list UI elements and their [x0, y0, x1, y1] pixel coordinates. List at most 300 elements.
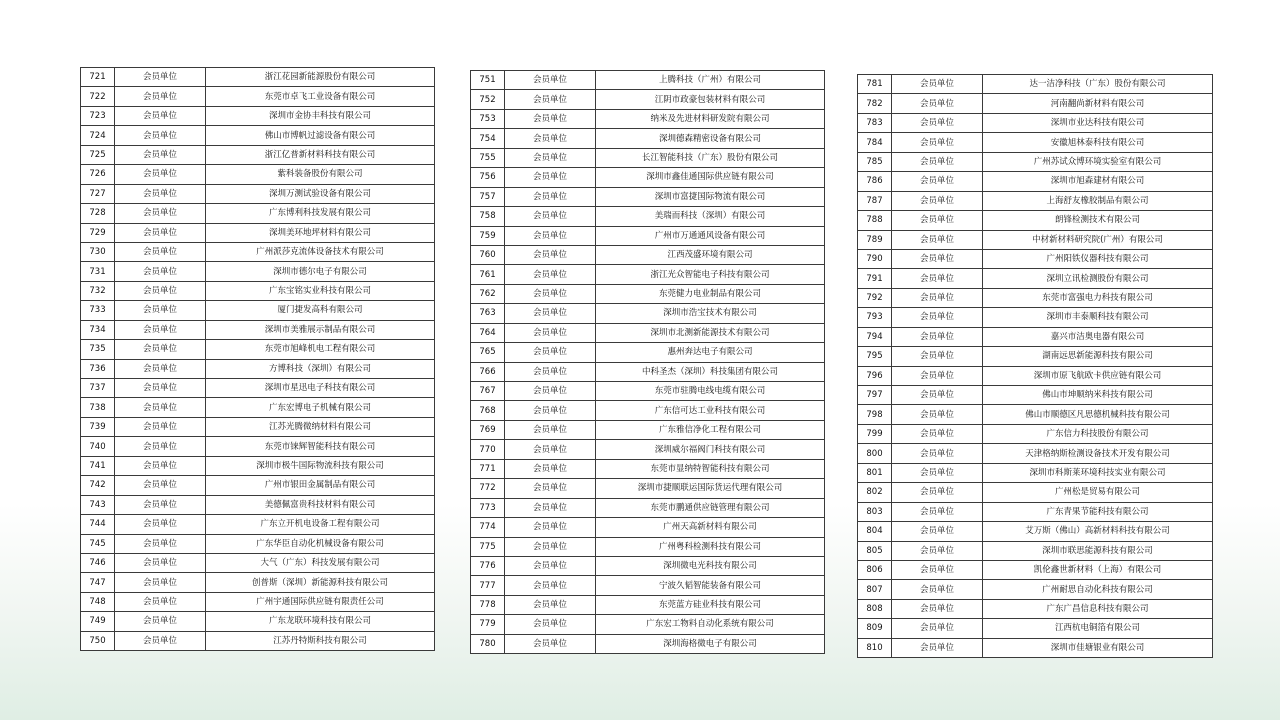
row-number: 797 — [858, 386, 892, 405]
row-number: 722 — [81, 87, 115, 106]
row-number: 767 — [471, 382, 505, 401]
company-name: 佛山市坤顺纳米科技有限公司 — [983, 386, 1213, 405]
member-type: 会员单位 — [892, 230, 983, 249]
member-type: 会员单位 — [505, 382, 596, 401]
table-row — [858, 327, 1213, 346]
table-row — [471, 207, 825, 226]
row-number: 727 — [81, 184, 115, 203]
company-name: 江苏丹特斯科技有限公司 — [206, 631, 435, 650]
company-name: 广东博利科技发展有限公司 — [206, 204, 435, 223]
row-number: 778 — [471, 595, 505, 614]
member-type: 会员单位 — [115, 281, 206, 300]
member-type: 会员单位 — [505, 187, 596, 206]
row-number: 803 — [858, 502, 892, 521]
row-number: 730 — [81, 242, 115, 261]
table-row — [81, 379, 435, 398]
member-type: 会员单位 — [115, 437, 206, 456]
member-type: 会员单位 — [892, 619, 983, 638]
company-name: 江阴市政豪包装材料有限公司 — [596, 90, 825, 109]
company-name: 安徽旭林泰科技有限公司 — [983, 133, 1213, 152]
company-name: 广东信可达工业科技有限公司 — [596, 401, 825, 420]
table-row — [471, 71, 825, 90]
member-type: 会员单位 — [892, 366, 983, 385]
member-type: 会员单位 — [115, 106, 206, 125]
row-number: 762 — [471, 284, 505, 303]
company-name: 广东华臣自动化机械设备有限公司 — [206, 534, 435, 553]
row-number: 745 — [81, 534, 115, 553]
company-name: 深圳市捷顺联运国际货运代理有限公司 — [596, 479, 825, 498]
company-name: 大气（广东）科技发展有限公司 — [206, 553, 435, 572]
row-number: 729 — [81, 223, 115, 242]
row-number: 791 — [858, 269, 892, 288]
company-name: 广东青果节能科技有限公司 — [983, 502, 1213, 521]
member-type: 会员单位 — [505, 245, 596, 264]
table-row — [81, 106, 435, 125]
member-type: 会员单位 — [115, 592, 206, 611]
company-name: 深圳市旭森建材有限公司 — [983, 172, 1213, 191]
member-type: 会员单位 — [115, 126, 206, 145]
table-row — [471, 440, 825, 459]
member-type: 会员单位 — [892, 269, 983, 288]
company-name: 东莞市富强电力科技有限公司 — [983, 288, 1213, 307]
company-name: 美瑞而科技（深圳）有限公司 — [596, 207, 825, 226]
row-number: 761 — [471, 265, 505, 284]
row-number: 806 — [858, 560, 892, 579]
company-name: 上腾科技（广州）有限公司 — [596, 71, 825, 90]
row-number: 746 — [81, 553, 115, 572]
row-number: 726 — [81, 165, 115, 184]
table-row — [858, 366, 1213, 385]
company-name: 深圳市丰泰顺科技有限公司 — [983, 308, 1213, 327]
table-row — [81, 204, 435, 223]
company-name: 东莞健力电业制品有限公司 — [596, 284, 825, 303]
member-type: 会员单位 — [505, 323, 596, 342]
company-name: 美德佩富贵科技材料有限公司 — [206, 495, 435, 514]
member-type: 会员单位 — [892, 327, 983, 346]
company-name: 东莞市卓飞工业设备有限公司 — [206, 87, 435, 106]
company-name: 深圳市北测新能源技术有限公司 — [596, 323, 825, 342]
company-name: 深圳市联思能源科技有限公司 — [983, 541, 1213, 560]
table-row — [81, 495, 435, 514]
member-type: 会员单位 — [115, 359, 206, 378]
member-type: 会员单位 — [505, 226, 596, 245]
table-row — [471, 226, 825, 245]
row-number: 749 — [81, 612, 115, 631]
row-number: 781 — [858, 75, 892, 94]
table-row — [858, 288, 1213, 307]
company-name: 深圳市原飞航欧卡供应链有限公司 — [983, 366, 1213, 385]
table-row — [858, 463, 1213, 482]
member-type: 会员单位 — [892, 288, 983, 307]
member-type: 会员单位 — [505, 576, 596, 595]
member-type: 会员单位 — [892, 580, 983, 599]
row-number: 774 — [471, 518, 505, 537]
member-type: 会员单位 — [892, 152, 983, 171]
table-row — [81, 281, 435, 300]
member-type: 会员单位 — [115, 398, 206, 417]
member-type: 会员单位 — [115, 87, 206, 106]
member-type: 会员单位 — [505, 148, 596, 167]
row-number: 801 — [858, 463, 892, 482]
company-name: 创普斯（深圳）新能源科技有限公司 — [206, 573, 435, 592]
table-row — [858, 444, 1213, 463]
member-type: 会员单位 — [115, 223, 206, 242]
member-type: 会员单位 — [505, 459, 596, 478]
member-type: 会员单位 — [115, 631, 206, 650]
table-row — [858, 347, 1213, 366]
table-row — [858, 152, 1213, 171]
company-name: 天津格纳斯检测设备技术开发有限公司 — [983, 444, 1213, 463]
table-row — [471, 556, 825, 575]
table-row — [81, 417, 435, 436]
row-number: 725 — [81, 145, 115, 164]
table-row — [858, 424, 1213, 443]
member-type: 会员单位 — [505, 284, 596, 303]
table-row — [81, 68, 435, 87]
table-row — [471, 343, 825, 362]
company-name: 方博科技（深圳）有限公司 — [206, 359, 435, 378]
row-number: 784 — [858, 133, 892, 152]
row-number: 766 — [471, 362, 505, 381]
row-number: 738 — [81, 398, 115, 417]
table-row — [81, 631, 435, 650]
row-number: 779 — [471, 615, 505, 634]
row-number: 728 — [81, 204, 115, 223]
table-row — [471, 420, 825, 439]
member-type: 会员单位 — [505, 595, 596, 614]
row-number: 771 — [471, 459, 505, 478]
company-name: 广东宝铭实业科技有限公司 — [206, 281, 435, 300]
table-row — [81, 184, 435, 203]
company-name: 广东广昌信息科技有限公司 — [983, 599, 1213, 618]
member-type: 会员单位 — [892, 463, 983, 482]
table-row — [81, 262, 435, 281]
member-type: 会员单位 — [505, 556, 596, 575]
row-number: 788 — [858, 211, 892, 230]
table-row — [81, 573, 435, 592]
table-row — [81, 592, 435, 611]
row-number: 807 — [858, 580, 892, 599]
table-row — [81, 359, 435, 378]
table-row — [471, 265, 825, 284]
row-number: 772 — [471, 479, 505, 498]
table-row — [858, 599, 1213, 618]
company-name: 深圳美环地坪材料有限公司 — [206, 223, 435, 242]
company-name: 达一洁净科技（广东）股份有限公司 — [983, 75, 1213, 94]
table-row — [471, 284, 825, 303]
table-row — [471, 148, 825, 167]
member-type: 会员单位 — [505, 90, 596, 109]
member-type: 会员单位 — [505, 634, 596, 653]
table-row — [81, 223, 435, 242]
table-row — [81, 320, 435, 339]
table-row — [858, 211, 1213, 230]
company-name: 广州宇通国际供应链有限责任公司 — [206, 592, 435, 611]
company-name: 湖南远思新能源科技有限公司 — [983, 347, 1213, 366]
row-number: 789 — [858, 230, 892, 249]
table-row — [858, 308, 1213, 327]
table-row — [858, 580, 1213, 599]
member-type: 会员单位 — [115, 262, 206, 281]
table-row — [471, 498, 825, 517]
table-row — [858, 619, 1213, 638]
row-number: 743 — [81, 495, 115, 514]
member-type: 会员单位 — [505, 420, 596, 439]
member-type: 会员单位 — [892, 560, 983, 579]
member-type: 会员单位 — [115, 340, 206, 359]
member-type: 会员单位 — [505, 401, 596, 420]
row-number: 804 — [858, 522, 892, 541]
member-type: 会员单位 — [892, 522, 983, 541]
member-type: 会员单位 — [115, 573, 206, 592]
member-type: 会员单位 — [505, 168, 596, 187]
company-name: 凯伦鑫世新材料（上海）有限公司 — [983, 560, 1213, 579]
table-row — [858, 191, 1213, 210]
table-row — [471, 459, 825, 478]
company-name: 广州天高新材料有限公司 — [596, 518, 825, 537]
member-type: 会员单位 — [115, 515, 206, 534]
company-name: 广州市银田金属制品有限公司 — [206, 476, 435, 495]
table-row — [81, 456, 435, 475]
member-type: 会员单位 — [115, 379, 206, 398]
table-row — [471, 382, 825, 401]
member-type: 会员单位 — [892, 172, 983, 191]
member-type: 会员单位 — [505, 304, 596, 323]
table-row — [858, 560, 1213, 579]
member-type: 会员单位 — [115, 165, 206, 184]
member-type: 会员单位 — [115, 476, 206, 495]
member-type: 会员单位 — [892, 541, 983, 560]
member-type: 会员单位 — [115, 417, 206, 436]
company-name: 艾万斯（佛山）高新材料科技有限公司 — [983, 522, 1213, 541]
row-number: 736 — [81, 359, 115, 378]
member-type: 会员单位 — [505, 498, 596, 517]
member-type: 会员单位 — [892, 191, 983, 210]
row-number: 758 — [471, 207, 505, 226]
table-row — [858, 75, 1213, 94]
table-row — [471, 634, 825, 653]
company-name: 江西茂盛环境有限公司 — [596, 245, 825, 264]
member-type: 会员单位 — [115, 534, 206, 553]
member-type: 会员单位 — [892, 386, 983, 405]
row-number: 740 — [81, 437, 115, 456]
company-name: 深圳市鑫佳通国际供应链有限公司 — [596, 168, 825, 187]
company-name: 广东立开机电设备工程有限公司 — [206, 515, 435, 534]
row-number: 790 — [858, 249, 892, 268]
member-type: 会员单位 — [115, 301, 206, 320]
table-row — [81, 553, 435, 572]
company-name: 深圳市业达科技有限公司 — [983, 113, 1213, 132]
row-number: 723 — [81, 106, 115, 125]
table-row — [81, 126, 435, 145]
company-name: 佛山市顺德区凡思德机械科技有限公司 — [983, 405, 1213, 424]
row-number: 768 — [471, 401, 505, 420]
table-row — [81, 242, 435, 261]
row-number: 776 — [471, 556, 505, 575]
company-name: 深圳立讯检测股份有限公司 — [983, 269, 1213, 288]
member-table-body — [81, 68, 435, 651]
table-row — [858, 502, 1213, 521]
row-number: 775 — [471, 537, 505, 556]
row-number: 795 — [858, 347, 892, 366]
member-type: 会员单位 — [115, 242, 206, 261]
row-number: 805 — [858, 541, 892, 560]
row-number: 792 — [858, 288, 892, 307]
row-number: 787 — [858, 191, 892, 210]
company-name: 嘉兴市洁奥电器有限公司 — [983, 327, 1213, 346]
row-number: 785 — [858, 152, 892, 171]
member-type: 会员单位 — [892, 483, 983, 502]
member-type: 会员单位 — [505, 518, 596, 537]
member-type: 会员单位 — [505, 265, 596, 284]
row-number: 744 — [81, 515, 115, 534]
table-row — [81, 145, 435, 164]
member-type: 会员单位 — [115, 204, 206, 223]
table-row — [81, 340, 435, 359]
member-type: 会员单位 — [892, 444, 983, 463]
company-name: 广州苏试众博环境实验室有限公司 — [983, 152, 1213, 171]
company-name: 广东信力科技股份有限公司 — [983, 424, 1213, 443]
row-number: 747 — [81, 573, 115, 592]
company-name: 东莞市旭峰机电工程有限公司 — [206, 340, 435, 359]
member-type: 会员单位 — [505, 207, 596, 226]
table-row — [858, 249, 1213, 268]
company-name: 深圳德森精密设备有限公司 — [596, 129, 825, 148]
table-row — [471, 615, 825, 634]
row-number: 735 — [81, 340, 115, 359]
table-row — [81, 398, 435, 417]
row-number: 753 — [471, 109, 505, 128]
company-name: 惠州奔达电子有限公司 — [596, 343, 825, 362]
row-number: 752 — [471, 90, 505, 109]
row-number: 794 — [858, 327, 892, 346]
company-name: 深圳市极牛国际物流科技有限公司 — [206, 456, 435, 475]
company-name: 深圳市富捷国际物流有限公司 — [596, 187, 825, 206]
table-row — [471, 187, 825, 206]
member-type: 会员单位 — [115, 553, 206, 572]
company-name: 深圳市美雅展示制品有限公司 — [206, 320, 435, 339]
company-name: 广州耐思自动化科技有限公司 — [983, 580, 1213, 599]
member-type: 会员单位 — [505, 537, 596, 556]
row-number: 724 — [81, 126, 115, 145]
member-type: 会员单位 — [505, 440, 596, 459]
table-row — [81, 87, 435, 106]
row-number: 780 — [471, 634, 505, 653]
company-name: 广州松是贸易有限公司 — [983, 483, 1213, 502]
member-table-1 — [80, 67, 435, 651]
table-row — [858, 230, 1213, 249]
member-type: 会员单位 — [115, 184, 206, 203]
table-row — [858, 405, 1213, 424]
row-number: 737 — [81, 379, 115, 398]
row-number: 764 — [471, 323, 505, 342]
company-name: 江西杭电铜箔有限公司 — [983, 619, 1213, 638]
company-name: 广州粤科检测科技有限公司 — [596, 537, 825, 556]
table-row — [858, 94, 1213, 113]
row-number: 798 — [858, 405, 892, 424]
table-row — [471, 168, 825, 187]
member-type: 会员单位 — [892, 211, 983, 230]
member-type: 会员单位 — [505, 362, 596, 381]
member-table-2 — [470, 70, 825, 654]
company-name: 深圳市金协丰科技有限公司 — [206, 106, 435, 125]
table-row — [471, 401, 825, 420]
table-row — [471, 304, 825, 323]
member-type: 会员单位 — [505, 129, 596, 148]
member-type: 会员单位 — [505, 479, 596, 498]
member-type: 会员单位 — [892, 249, 983, 268]
row-number: 733 — [81, 301, 115, 320]
row-number: 759 — [471, 226, 505, 245]
company-name: 紫科装备股份有限公司 — [206, 165, 435, 184]
member-type: 会员单位 — [115, 456, 206, 475]
member-type: 会员单位 — [892, 347, 983, 366]
member-type: 会员单位 — [892, 113, 983, 132]
member-table-3 — [857, 74, 1213, 658]
table-row — [858, 541, 1213, 560]
row-number: 765 — [471, 343, 505, 362]
table-row — [858, 522, 1213, 541]
member-type: 会员单位 — [115, 612, 206, 631]
row-number: 750 — [81, 631, 115, 650]
row-number: 783 — [858, 113, 892, 132]
row-number: 802 — [858, 483, 892, 502]
company-name: 广东雅信净化工程有限公司 — [596, 420, 825, 439]
table-row — [81, 515, 435, 534]
member-type: 会员单位 — [892, 308, 983, 327]
table-row — [471, 109, 825, 128]
company-name: 浙江亿普新材料科技有限公司 — [206, 145, 435, 164]
member-type: 会员单位 — [115, 320, 206, 339]
company-name: 深圳威尔福阀门科技有限公司 — [596, 440, 825, 459]
company-name: 深圳市佳塘银业有限公司 — [983, 638, 1213, 657]
member-type: 会员单位 — [115, 68, 206, 87]
company-name: 深圳万测试验设备有限公司 — [206, 184, 435, 203]
row-number: 748 — [81, 592, 115, 611]
company-name: 浙江光众智能电子科技有限公司 — [596, 265, 825, 284]
row-number: 755 — [471, 148, 505, 167]
member-type: 会员单位 — [505, 71, 596, 90]
row-number: 742 — [81, 476, 115, 495]
company-name: 浙江花园新能源股份有限公司 — [206, 68, 435, 87]
member-type: 会员单位 — [892, 424, 983, 443]
row-number: 763 — [471, 304, 505, 323]
row-number: 777 — [471, 576, 505, 595]
row-number: 809 — [858, 619, 892, 638]
row-number: 799 — [858, 424, 892, 443]
table-row — [81, 301, 435, 320]
table-row — [471, 479, 825, 498]
row-number: 731 — [81, 262, 115, 281]
company-name: 中材新材料研究院(广州）有限公司 — [983, 230, 1213, 249]
table-row — [81, 476, 435, 495]
table-row — [471, 323, 825, 342]
row-number: 810 — [858, 638, 892, 657]
row-number: 773 — [471, 498, 505, 517]
row-number: 793 — [858, 308, 892, 327]
company-name: 东莞市驻腾电线电缆有限公司 — [596, 382, 825, 401]
table-row — [81, 612, 435, 631]
row-number: 754 — [471, 129, 505, 148]
table-row — [471, 245, 825, 264]
row-number: 760 — [471, 245, 505, 264]
member-type: 会员单位 — [892, 133, 983, 152]
company-name: 东莞市铼辉智能科技有限公司 — [206, 437, 435, 456]
company-name: 朗锋检测技术有限公司 — [983, 211, 1213, 230]
member-type: 会员单位 — [892, 94, 983, 113]
row-number: 751 — [471, 71, 505, 90]
company-name: 上海舒友橡胶制品有限公司 — [983, 191, 1213, 210]
